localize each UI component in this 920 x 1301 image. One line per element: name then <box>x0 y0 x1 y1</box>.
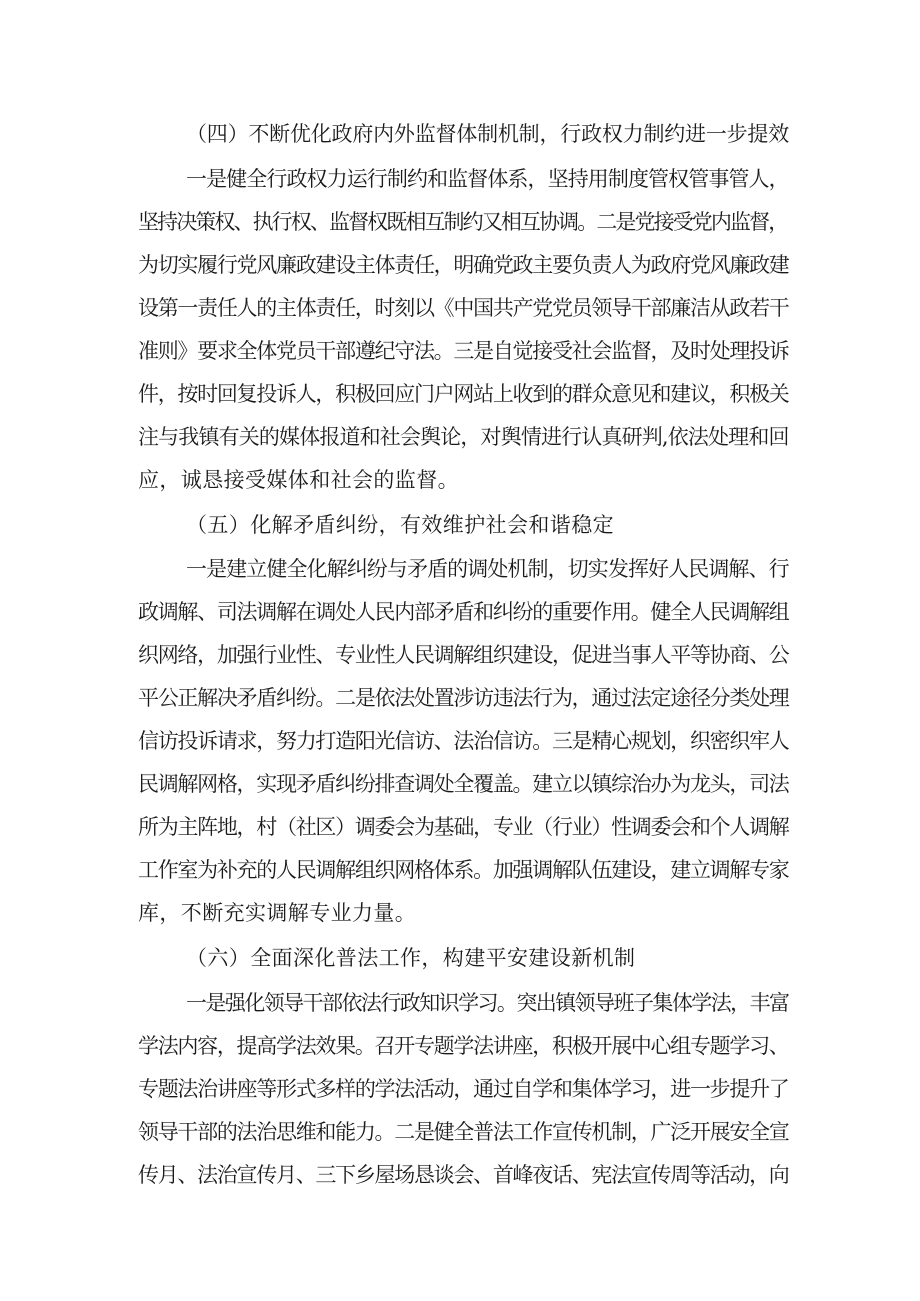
paragraph-line: 织网络，加强行业性、专业性人民调解组织建设，促进当事人平等协商、公 <box>138 643 789 667</box>
paragraph-line: 注与我镇有关的媒体报道和社会舆论，对舆情进行认真研判,依法处理和回 <box>138 425 789 449</box>
paragraph-line: 政调解、司法调解在调处人民内部矛盾和纠纷的重要作用。健全人民调解组 <box>138 600 789 624</box>
paragraph-line: 应，诚恳接受媒体和社会的监督。 <box>138 468 459 492</box>
paragraph-line: 一是健全行政权力运行制约和监督体系，坚持用制度管权管事管人， <box>186 167 789 191</box>
paragraph-line: 坚持决策权、执行权、监督权既相互制约又相互协调。二是党接受党内监督， <box>138 210 788 234</box>
paragraph-line: 民调解网格，实现矛盾纠纷排查调处全覆盖。建立以镇综治办为龙头，司法 <box>138 772 789 796</box>
paragraph-line: 信访投诉请求，努力打造阳光信访、法治信访。三是精心规划，织密织牢人 <box>138 729 789 753</box>
paragraph-line: 准则》要求全体党员干部遵纪守法。三是自觉接受社会监督，及时处理投诉 <box>138 339 789 363</box>
section-heading-4: （四）不断优化政府内外监督体制机制，行政权力制约进一步提效 <box>186 122 789 146</box>
paragraph-line: 工作室为补充的人民调解组织网格体系。加强调解队伍建设，建立调解专家 <box>138 858 789 882</box>
paragraph-line: 一是建立健全化解纠纷与矛盾的调处机制，切实发挥好人民调解、行 <box>186 557 789 581</box>
paragraph-line: 平公正解决矛盾纠纷。二是依法处置涉访违法行为，通过法定途径分类处理 <box>138 686 789 710</box>
section-heading-6: （六）全面深化普法工作，构建平安建设新机制 <box>186 946 636 970</box>
paragraph-line: 一是强化领导干部依法行政知识学习。突出镇领导班子集体学法，丰富 <box>186 991 789 1015</box>
paragraph-line: 学法内容，提高学法效果。召开专题学法讲座，积极开展中心组专题学习、 <box>138 1034 789 1058</box>
paragraph-line: 设第一责任人的主体责任，时刻以《中国共产党党员领导干部廉洁从政若干 <box>138 296 789 320</box>
paragraph-line: 所为主阵地，村（社区）调委会为基础，专业（行业）性调委会和个人调解 <box>138 815 789 839</box>
paragraph-line: 专题法治讲座等形式多样的学法活动，通过自学和集体学习，进一步提升了 <box>138 1077 789 1101</box>
paragraph-line: 件，按时回复投诉人，积极回应门户网站上收到的群众意见和建议，积极关 <box>138 382 789 406</box>
paragraph-line: 传月、法治宣传月、三下乡屋场恳谈会、首峰夜话、宪法宣传周等活动，向 <box>138 1163 789 1187</box>
section-heading-5: （五）化解矛盾纠纷，有效维护社会和谐稳定 <box>186 513 614 537</box>
paragraph-line: 库，不断充实调解专业力量。 <box>138 901 417 925</box>
paragraph-line: 为切实履行党风廉政建设主体责任，明确党政主要负责人为政府党风廉政建 <box>138 253 789 277</box>
paragraph-line: 领导干部的法治思维和能力。二是健全普法工作宣传机制，广泛开展安全宣 <box>138 1120 789 1144</box>
